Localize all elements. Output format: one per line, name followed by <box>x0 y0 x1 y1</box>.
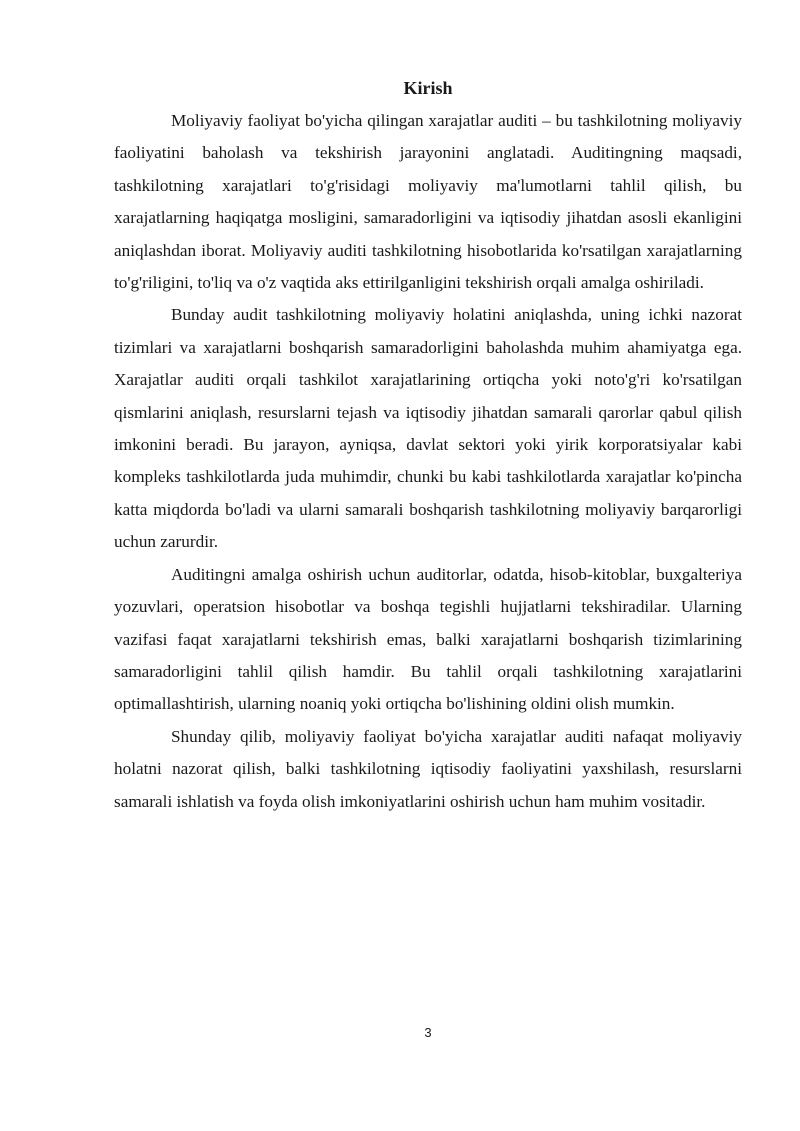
paragraph-3: Auditingni amalga oshirish uchun auditorlar, odatda, hisob-kitoblar, buxgalteriya yozuvlari, operatsion hisobotlar va boshqa tegishli hujjatlarni tekshiradilar. Ularning vazifasi faqat xarajatlarni tekshirish emas, balki xarajatlarni boshqarish tizimlarining samaradorligini tahlil qilish hamdir. Bu tahlil orqali tashkilotning xarajatlarini optimallashtirish, ularning noaniq yoki ortiqcha bo'lishining oldini olish mumkin. <box>114 564 742 714</box>
paragraph-2: Bunday audit tashkilotning moliyaviy holatini aniqlashda, uning ichki nazorat tizimlari va xarajatlarni boshqarish samaradorligini baholashda muhim ahamiyatga ega. Xarajatlar auditi orqali tashkilot xarajatlarining ortiqcha yoki noto'g'ri ko'rsatilgan qismlarini aniqlash, resurslarni tejash va iqtisodiy jihatdan samarali qarorlar qabul qilish imkonini beradi. Bu jarayon, ayniqsa, davlat sektori yoki yirik korporatsiyalar kabi kompleks tashkilotlarda juda muhimdir, chunki bu kabi tashkilotlarda xarajatlar ko'pincha katta miqdorda bo'ladi va ularni samarali boshqarish tashkilotning moliyaviy barqarorligi uchun zarurdir. <box>114 305 742 552</box>
paragraph-4: Shunday qilib, moliyaviy faoliyat bo'yicha xarajatlar auditi nafaqat moliyaviy holatni nazorat qilish, balki tashkilotning iqtisodiy faoliyatini yaxshilash, resurslarni samarali ishlatish va foyda olish imkoniyatlarini oshirish uchun ham muhim vositadir. <box>114 726 742 811</box>
page-number: 3 <box>424 1025 432 1040</box>
paragraph-1: Moliyaviy faoliyat bo'yicha qilingan xarajatlar auditi – bu tashkilotning moliyaviy faoliyatini baholash va tekshirish jarayonini anglatadi. Auditingning maqsadi, tashkilotning xarajatlari to'g'risidagi moliyaviy ma'lumotlarni tahlil qilish, bu xarajatlarning haqiqatga mosligini, samaradorligini va iqtisodiy jihatdan asosli ekanligini aniqlashdan iborat. Moliyaviy auditi tashkilotning hisobotlarida ko'rsatilgan xarajatlarning to'g'riligini, to'liq va o'z vaqtida aks ettirilganligini tekshirish orqali amalga oshiriladi. <box>114 111 742 293</box>
section-title: Kirish <box>403 78 453 98</box>
body-text <box>114 105 742 818</box>
